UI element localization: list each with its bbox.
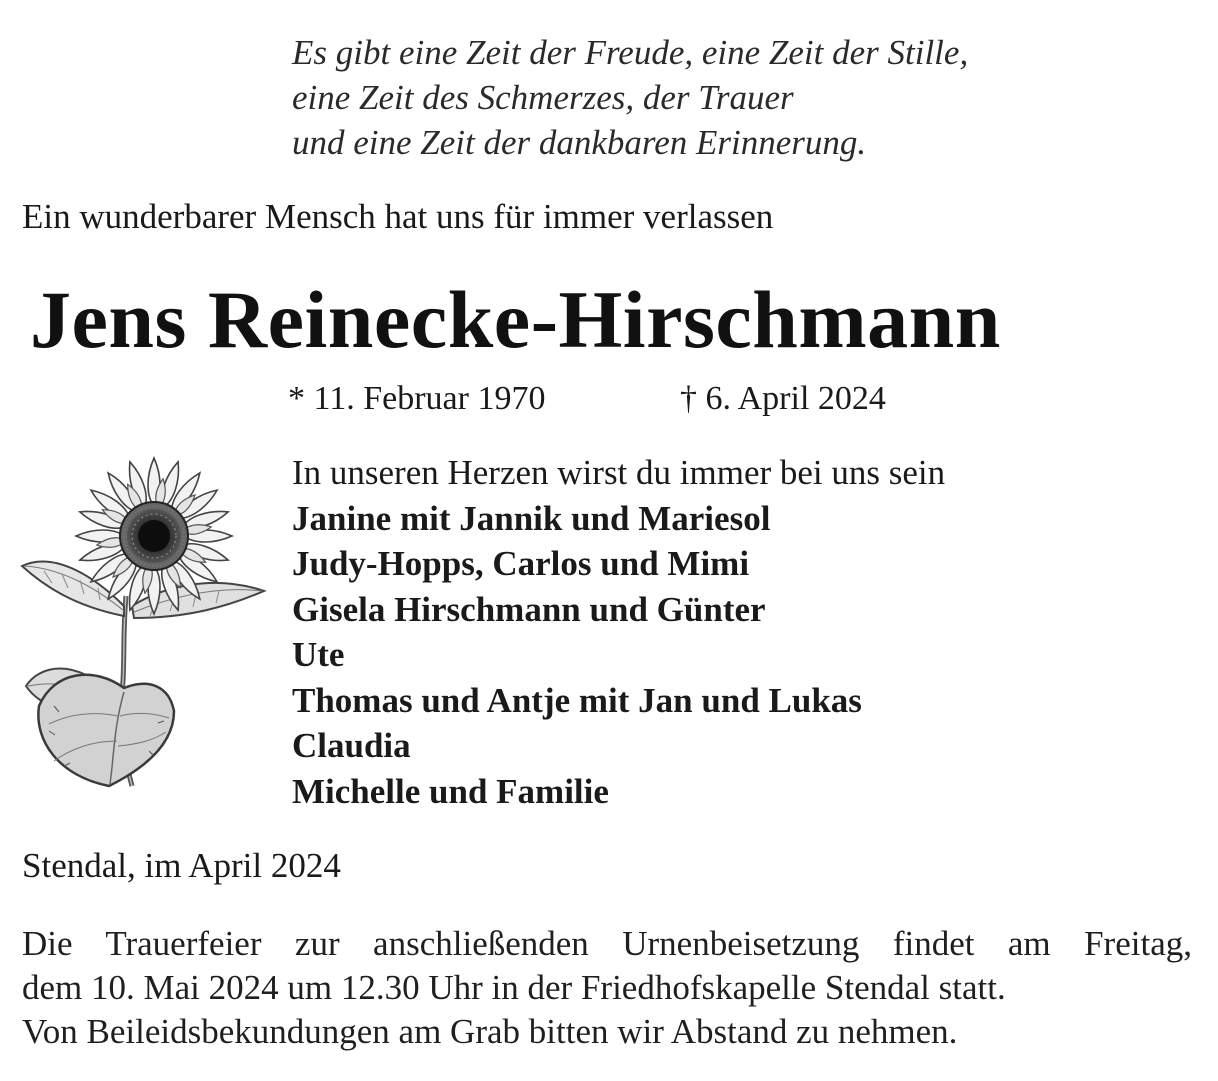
sunflower-icon <box>14 456 274 796</box>
birth-date: * 11. Februar 1970 <box>288 380 546 417</box>
poem <box>292 30 968 165</box>
death-date: † 6. April 2024 <box>680 380 886 417</box>
poem-line: eine Zeit des Schmerzes, der Trauer <box>292 78 794 117</box>
poem-line: Es gibt eine Zeit der Freude, eine Zeit der Stille, <box>292 33 969 72</box>
family-member: Judy-Hopps, Carlos und Mimi <box>292 544 750 583</box>
deceased-name: Jens Reinecke-Hirschmann <box>30 274 1001 365</box>
family-member: Janine mit Jannik und Mariesol <box>292 498 771 538</box>
place-date: Stendal, im April 2024 <box>22 846 341 885</box>
poem-line: und eine Zeit der dankbaren Erinnerung. <box>292 123 867 162</box>
notice-line: dem 10. Mai 2024 um 12.30 Uhr in der Friedhofskapelle Stendal statt. <box>22 968 1006 1007</box>
family-member: Thomas und Antje mit Jan und Lukas <box>292 680 862 720</box>
family-member: Michelle und Familie <box>292 771 609 811</box>
family-member: Gisela Hirschmann und Günter <box>292 589 766 629</box>
intro-text: Ein wunderbarer Mensch hat uns für immer verlassen <box>22 197 774 236</box>
family-list <box>292 450 945 814</box>
funeral-notice <box>22 922 1192 1054</box>
family-motto: In unseren Herzen wirst du immer bei uns sein <box>292 453 946 492</box>
notice-line: Von Beileidsbekundungen am Grab bitten wir Abstand zu nehmen. <box>22 1012 958 1051</box>
notice-line: Die Trauerfeier zur anschließenden Urnenbeisetzung findet am Freitag, <box>22 924 1192 963</box>
family-member: Claudia <box>292 726 411 765</box>
family-member: Ute <box>292 635 345 674</box>
